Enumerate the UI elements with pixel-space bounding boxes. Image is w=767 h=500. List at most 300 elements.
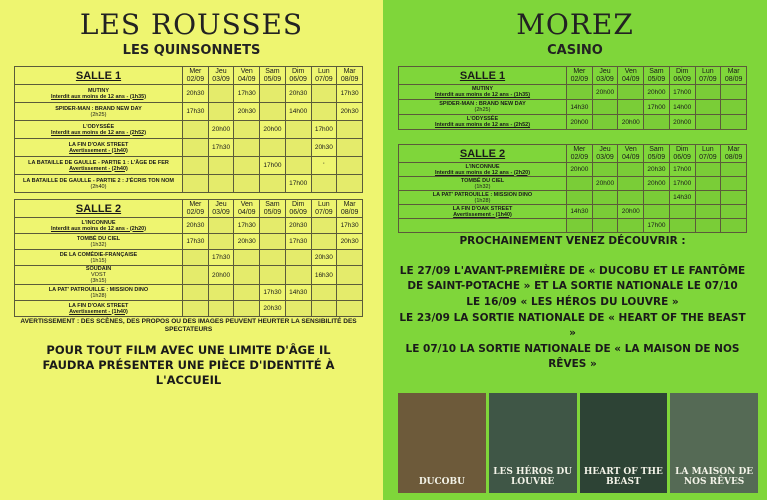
showtime	[183, 175, 209, 193]
showtime	[337, 250, 363, 266]
film-cell	[399, 205, 567, 219]
showtime	[644, 205, 670, 219]
showtime	[337, 266, 363, 285]
day-date: 06/09	[673, 153, 691, 161]
day-date: 03/09	[596, 75, 614, 83]
table-row	[399, 100, 747, 115]
upcoming-title: PROCHAINEMENT VENEZ DÉCOUVRIR :	[459, 235, 686, 247]
showtime	[183, 139, 209, 157]
town-title: LES ROUSSES	[79, 8, 304, 41]
day-header	[183, 67, 209, 85]
day-name: Mar	[727, 67, 740, 75]
table-row	[15, 175, 363, 193]
showtime	[234, 157, 260, 175]
day-date: 08/09	[724, 75, 743, 83]
day-name: Sam	[649, 145, 664, 153]
showtime: 17h00	[285, 175, 311, 193]
day-name: Mer	[189, 67, 202, 75]
showtime	[183, 157, 209, 175]
upcoming-item: LE 16/09 « LES HÉROS DU LOUVRE »	[466, 296, 679, 308]
day-header	[208, 67, 234, 85]
showtime	[311, 218, 337, 234]
film-duration: (1h28)	[474, 197, 491, 204]
day-date: 03/09	[212, 208, 230, 216]
hall-label: SALLE 1	[15, 67, 183, 85]
day-header	[695, 145, 721, 163]
day-date: 04/09	[621, 75, 640, 83]
film-warning: Interdit aux moins de 12 ans - (1h35)	[50, 93, 147, 100]
day-name: Sam	[265, 200, 280, 208]
showtime: 20h30	[183, 218, 209, 234]
showtime	[567, 177, 593, 191]
showtime: 14h30	[567, 100, 593, 115]
film-cell	[399, 115, 567, 130]
showtime: 20h00	[260, 121, 286, 139]
showtime	[567, 191, 593, 205]
showtime: 14h30	[567, 205, 593, 219]
upcoming-item: LE 07/10 LA SORTIE NATIONALE DE « LA MAISON DE NOS RÊVES »	[405, 343, 740, 370]
day-date: 08/09	[724, 153, 743, 161]
showtime	[695, 191, 721, 205]
film-duration: (1h32)	[90, 241, 107, 248]
showtime	[311, 301, 337, 317]
poster-title: DUCOBU	[418, 477, 465, 487]
schedule-salle-1-morez	[398, 66, 747, 130]
table-row	[399, 191, 747, 205]
showtime: 17h00	[644, 100, 670, 115]
town-title: MOREZ	[516, 8, 634, 41]
showtime	[285, 266, 311, 285]
film-title: L'ODYSSÉE	[466, 116, 499, 122]
showtime: 17h30	[260, 285, 286, 301]
showtime	[234, 175, 260, 193]
film-cell	[15, 85, 183, 103]
film-warning: Interdit aux moins de 12 ans - (2h20)	[434, 169, 531, 176]
showtime: 20h00	[567, 163, 593, 177]
film-duration: (3h15)	[90, 278, 107, 284]
showtime	[311, 175, 337, 193]
film-cell	[15, 157, 183, 175]
film-warning: Interdit aux moins de 12 ans - (2h52)	[434, 122, 531, 128]
showtime	[234, 121, 260, 139]
showtime	[260, 266, 286, 285]
showtime: 16h30	[311, 266, 337, 285]
showtime	[695, 100, 721, 115]
showtime	[208, 301, 234, 317]
film-title: L'INCONNUE	[465, 163, 500, 170]
day-name: Mer	[573, 67, 586, 75]
day-date: 02/09	[570, 153, 589, 161]
showtime: 20h00	[592, 177, 618, 191]
day-name: Jeu	[215, 200, 227, 208]
showtime: 20h30	[311, 250, 337, 266]
day-date: 02/09	[186, 75, 205, 83]
day-date: 07/09	[315, 75, 333, 83]
showtime	[721, 163, 747, 177]
table-row	[15, 266, 363, 285]
table-row	[15, 234, 363, 250]
day-header	[567, 67, 593, 85]
showtime	[208, 103, 234, 121]
film-duration: (1h32)	[474, 183, 491, 190]
showtime: 20h30	[183, 85, 209, 103]
film-title: SPIDER-MAN : BRAND NEW DAY	[55, 105, 142, 112]
showtime	[208, 85, 234, 103]
film-title: TOMBÉ DU CIEL	[460, 177, 505, 184]
showtime: 20h00	[592, 85, 618, 100]
showtime	[260, 234, 286, 250]
day-header	[285, 67, 311, 85]
day-date: 04/09	[237, 208, 256, 216]
showtime	[721, 100, 747, 115]
day-header	[669, 145, 695, 163]
poster-title: LA MAISON DE NOS RÊVES	[675, 467, 754, 487]
day-header	[285, 200, 311, 218]
showtime: 17h30	[208, 139, 234, 157]
showtime: 14h30	[285, 285, 311, 301]
showtime	[337, 301, 363, 317]
table-row	[15, 285, 363, 301]
showtime	[721, 205, 747, 219]
film-title: L'ODYSSÉE	[82, 123, 115, 130]
showtime	[234, 250, 260, 266]
film-title: SOUDAIN	[85, 266, 112, 272]
showtime	[721, 177, 747, 191]
showtime: 17h00	[669, 177, 695, 191]
film-warning: Avertissement - (2h40)	[69, 165, 128, 172]
showtime	[592, 191, 618, 205]
showtime: 20h00	[618, 205, 644, 219]
showtime: 14h00	[669, 100, 695, 115]
table-row	[399, 205, 747, 219]
day-date: 05/09	[647, 153, 666, 161]
film-cell	[15, 301, 183, 317]
table-row	[15, 218, 363, 234]
showtime	[592, 115, 618, 130]
showtime: 20h30	[337, 234, 363, 250]
table-row	[15, 85, 363, 103]
showtime	[592, 163, 618, 177]
film-title: L'INCONNUE	[81, 219, 116, 226]
day-header	[644, 67, 670, 85]
left-panel	[0, 0, 383, 500]
warning-text: AVERTISSEMENT : DES SCÈNES, DES PROPOS OU DES IMAGES PEUVENT HEURTER LA SENSIBILITÉ DES SPECTATEURS	[20, 318, 357, 333]
showtime: 20h00	[644, 85, 670, 100]
day-name: Sam	[649, 67, 664, 75]
showtime	[260, 103, 286, 121]
showtime	[618, 100, 644, 115]
showtime: 20h00	[567, 115, 593, 130]
showtime	[285, 157, 311, 175]
day-name: Jeu	[215, 67, 227, 75]
day-date: 02/09	[186, 208, 205, 216]
day-name: Ven	[624, 145, 637, 153]
showtime	[695, 85, 721, 100]
table-row	[15, 103, 363, 121]
showtime	[183, 266, 209, 285]
day-name: Mer	[573, 145, 586, 153]
showtime: 17h00	[644, 219, 670, 233]
showtime	[285, 301, 311, 317]
showtime	[721, 85, 747, 100]
film-cell	[15, 218, 183, 234]
showtime	[337, 157, 363, 175]
film-cell	[399, 100, 567, 115]
showtime	[721, 219, 747, 233]
day-name: Mar	[727, 145, 740, 153]
showtime	[644, 191, 670, 205]
day-header	[234, 67, 260, 85]
day-name: Lun	[702, 67, 714, 75]
day-date: 07/09	[699, 153, 717, 161]
film-cell	[15, 121, 183, 139]
showtime: 20h00	[644, 177, 670, 191]
poster-title: LES HÉROS DU LOUVRE	[493, 467, 573, 487]
showtime	[260, 85, 286, 103]
showtime	[311, 103, 337, 121]
showtime: 17h30	[285, 234, 311, 250]
showtime	[234, 301, 260, 317]
day-header	[695, 67, 721, 85]
showtime: 17h30	[183, 103, 209, 121]
day-header	[592, 67, 618, 85]
day-name: Jeu	[599, 67, 611, 75]
film-cell	[15, 250, 183, 266]
film-cell	[15, 103, 183, 121]
showtime	[285, 250, 311, 266]
showtime: 17h30	[234, 85, 260, 103]
showtime: 20h30	[234, 234, 260, 250]
film-title: LA FIN D'OAK STREET	[68, 141, 129, 148]
showtime	[183, 250, 209, 266]
showtime: 17h30	[208, 250, 234, 266]
film-title: DE LA COMÉDIE-FRANÇAISE	[59, 251, 138, 258]
film-title: TOMBÉ DU CIEL	[76, 235, 121, 242]
showtime	[337, 139, 363, 157]
showtime	[234, 139, 260, 157]
film-duration: (1h28)	[90, 292, 107, 299]
upcoming-item: LE 27/09 L'AVANT-PREMIÈRE DE « DUCOBU ET LE FANTÔME DE SAINT-POTACHE » ET LA SORTIE NATIONALE LE 07/10	[399, 265, 746, 292]
day-date: 07/09	[315, 208, 333, 216]
day-name: Lun	[318, 67, 330, 75]
film-duration: (2h40)	[90, 183, 107, 190]
day-header	[592, 145, 618, 163]
upcoming-item: LE 23/09 LA SORTIE NATIONALE DE « HEART OF THE BEAST »	[399, 312, 746, 339]
showtime	[618, 85, 644, 100]
table-row	[399, 219, 747, 233]
showtime: 20h00	[208, 266, 234, 285]
showtime	[285, 139, 311, 157]
showtime	[208, 218, 234, 234]
table-row	[15, 157, 363, 175]
day-header	[669, 67, 695, 85]
day-name: Mar	[343, 200, 356, 208]
showtime	[183, 301, 209, 317]
showtime	[592, 100, 618, 115]
table-row	[15, 250, 363, 266]
showtime: 20h30	[285, 85, 311, 103]
venue-name: CASINO	[547, 43, 603, 58]
showtime	[234, 266, 260, 285]
showtime	[260, 175, 286, 193]
showtime	[618, 191, 644, 205]
film-duration: (2h25)	[474, 107, 491, 113]
table-row	[399, 163, 747, 177]
showtime	[260, 250, 286, 266]
venue-name: LES QUINSONNETS	[122, 43, 261, 58]
film-title: MUTINY	[471, 86, 494, 92]
day-header	[618, 145, 644, 163]
showtime: 17h00	[669, 85, 695, 100]
day-date: 06/09	[289, 208, 307, 216]
showtime	[285, 121, 311, 139]
poster	[580, 393, 668, 493]
film-warning: Avertissement - (1h40)	[69, 308, 128, 315]
hall-label: SALLE 1	[399, 67, 567, 85]
film-title: LA FIN D'OAK STREET	[68, 302, 129, 309]
film-warning: Interdit aux moins de 12 ans - (1h35)	[434, 92, 531, 98]
day-name: Jeu	[599, 145, 611, 153]
film-title: SPIDER-MAN : BRAND NEW DAY	[439, 101, 526, 107]
showtime	[721, 191, 747, 205]
showtime	[618, 177, 644, 191]
showtime	[592, 205, 618, 219]
showtime	[644, 115, 670, 130]
day-header	[183, 200, 209, 218]
showtime: 17h30	[234, 218, 260, 234]
showtime: 14h00	[285, 103, 311, 121]
film-cell	[15, 266, 183, 285]
day-name: Mer	[189, 200, 202, 208]
day-date: 05/09	[647, 75, 666, 83]
showtime: 20h30	[234, 103, 260, 121]
film-title: LA BATAILLE DE GAULLE - PARTIE 1 : L'ÂGE DE FER	[28, 159, 169, 166]
showtime: 20h30	[285, 218, 311, 234]
showtime: 14h30	[669, 191, 695, 205]
day-date: 06/09	[289, 75, 307, 83]
showtime	[311, 285, 337, 301]
table-row	[15, 301, 363, 317]
table-row	[399, 115, 747, 130]
upcoming-list	[398, 264, 747, 373]
film-title: LA PAT' PATROUILLE : MISSION DINO	[48, 286, 149, 293]
film-cell	[15, 175, 183, 193]
day-date: 06/09	[673, 75, 691, 83]
showtime	[208, 234, 234, 250]
film-warning: Avertissement - (1h40)	[69, 147, 128, 154]
showtime	[592, 219, 618, 233]
showtime	[183, 121, 209, 139]
showtime	[183, 285, 209, 301]
day-name: Dim	[291, 67, 305, 75]
day-header	[311, 200, 337, 218]
day-date: 02/09	[570, 75, 589, 83]
showtime	[695, 163, 721, 177]
film-cell	[399, 85, 567, 100]
day-header	[337, 200, 363, 218]
showtime: 17h30	[337, 85, 363, 103]
poster	[398, 393, 486, 493]
day-name: Lun	[702, 145, 714, 153]
showtime	[311, 85, 337, 103]
showtime	[669, 205, 695, 219]
showtime: 17h00	[311, 121, 337, 139]
showtime	[567, 85, 593, 100]
day-date: 03/09	[212, 75, 230, 83]
film-cell	[15, 139, 183, 157]
schedule-salle-1	[14, 66, 363, 193]
showtime: 20h00	[618, 115, 644, 130]
table-row	[15, 121, 363, 139]
showtime	[695, 205, 721, 219]
day-header	[721, 145, 747, 163]
day-date: 04/09	[621, 153, 640, 161]
day-header	[618, 67, 644, 85]
film-warning: Avertissement - (1h40)	[453, 211, 512, 218]
showtime	[208, 285, 234, 301]
day-date: 08/09	[340, 75, 359, 83]
showtime	[618, 163, 644, 177]
day-header	[260, 67, 286, 85]
showtime	[260, 218, 286, 234]
day-date: 05/09	[263, 75, 282, 83]
schedule-salle-2	[14, 199, 363, 317]
showtime	[234, 285, 260, 301]
day-date: 05/09	[263, 208, 282, 216]
film-warning: Interdit aux moins de 12 ans - (2h52)	[50, 129, 147, 136]
day-header	[260, 200, 286, 218]
film-title: LA BATAILLE DE GAULLE - PARTIE 2 : J'ÉCRIS TON NOM	[22, 177, 175, 184]
showtime	[337, 121, 363, 139]
film-cell	[399, 177, 567, 191]
showtime	[208, 175, 234, 193]
showtime: 20h30	[311, 139, 337, 157]
film-title: LA FIN D'OAK STREET	[452, 205, 513, 212]
day-name: Lun	[318, 200, 330, 208]
poster-strip	[398, 393, 758, 493]
film-cell	[399, 219, 567, 233]
showtime: 20h30	[337, 103, 363, 121]
day-name: Dim	[675, 145, 689, 153]
day-date: 04/09	[237, 75, 256, 83]
showtime: 20h00	[669, 115, 695, 130]
day-header	[721, 67, 747, 85]
day-header	[567, 145, 593, 163]
poster	[670, 393, 758, 493]
showtime	[208, 157, 234, 175]
film-cell	[15, 234, 183, 250]
id-notice: POUR TOUT FILM AVEC UNE LIMITE D'ÂGE IL FAUDRA PRÉSENTER UNE PIÈCE D'IDENTITÉ À L'ACCUEIL	[42, 343, 335, 387]
film-cell	[399, 191, 567, 205]
table-row	[399, 85, 747, 100]
showtime	[567, 219, 593, 233]
day-header	[234, 200, 260, 218]
showtime	[695, 177, 721, 191]
day-date: 08/09	[340, 208, 359, 216]
film-cell	[15, 285, 183, 301]
film-warning: Interdit aux moins de 12 ans - (2h20)	[50, 225, 147, 232]
day-name: Dim	[291, 200, 305, 208]
poster	[489, 393, 577, 493]
showtime	[337, 285, 363, 301]
hall-label: SALLE 2	[15, 200, 183, 218]
showtime	[695, 115, 721, 130]
showtime	[260, 139, 286, 157]
day-name: Dim	[675, 67, 689, 75]
day-name: Sam	[265, 67, 280, 75]
showtime	[669, 219, 695, 233]
showtime: 17h00	[669, 163, 695, 177]
